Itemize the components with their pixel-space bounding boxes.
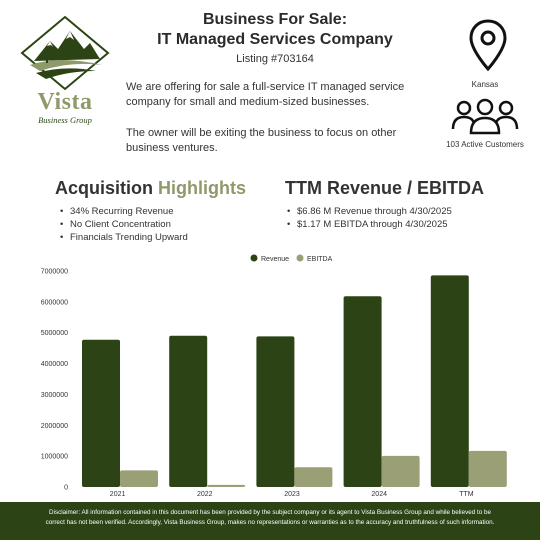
list-item: • 34% Recurring Revenue xyxy=(60,205,188,218)
y-tick-label: 2000000 xyxy=(40,422,68,430)
revenue-ebitda-bar-chart xyxy=(0,248,540,502)
x-tick-label: 2022 xyxy=(197,491,213,498)
vista-logo xyxy=(20,15,110,125)
page-title-line2: IT Managed Services Company xyxy=(157,31,393,48)
description-paragraph-2: The owner will be exiting the business to focus on other business ventures. xyxy=(126,127,397,154)
bar-ebitda xyxy=(120,470,158,487)
bar-revenue xyxy=(344,296,382,487)
bar-ebitda xyxy=(207,485,245,487)
bar-revenue xyxy=(256,336,294,487)
bar-revenue xyxy=(82,340,120,487)
bar-revenue xyxy=(431,275,469,487)
y-tick-label: 4000000 xyxy=(40,361,68,369)
legend-label: EBITDA xyxy=(307,256,333,263)
bar-ebitda xyxy=(294,467,332,487)
x-tick-label: 2024 xyxy=(371,491,387,498)
y-tick-label: 7000000 xyxy=(40,268,68,276)
location-label: Kansas xyxy=(471,80,499,89)
y-tick-label: 1000000 xyxy=(40,453,68,461)
list-item: • No Client Concentration xyxy=(60,218,188,231)
acquisition-highlights-list xyxy=(60,205,188,244)
x-tick-label: TTM xyxy=(459,491,474,498)
legend-swatch xyxy=(297,255,304,262)
y-tick-label: 3000000 xyxy=(40,391,68,399)
legend-label: Revenue xyxy=(261,256,290,263)
list-item: • $6.86 M Revenue through 4/30/2025 xyxy=(287,205,452,218)
ttm-revenue-title: TTM Revenue / EBITDA xyxy=(285,178,485,198)
ttm-list xyxy=(287,205,452,231)
y-tick-label: 0 xyxy=(64,484,68,492)
y-tick-label: 6000000 xyxy=(40,299,68,307)
logo-tagline: Business Group xyxy=(38,115,92,125)
x-tick-label: 2023 xyxy=(284,491,300,498)
description-paragraph-1: We are offering for sale a full-service IT managed service company for small and medium-sized businesses. xyxy=(126,81,405,108)
list-item: • Financials Trending Upward xyxy=(60,231,188,244)
map-pin-icon xyxy=(467,18,509,74)
y-tick-label: 5000000 xyxy=(40,330,68,338)
bar-revenue xyxy=(169,336,207,487)
x-tick-label: 2021 xyxy=(109,491,126,498)
active-customers-label: 103 Active Customers xyxy=(446,140,524,149)
logo-wordmark: Vista xyxy=(37,89,93,115)
legend-swatch xyxy=(251,255,258,262)
acquisition-title-part2: Highlights xyxy=(158,178,247,198)
mountain-logo-icon xyxy=(20,15,110,91)
disclaimer-line-2: correct has not been verified. Accordingly, Vista Business Group, makes no representations or warranties as to the accuracy and truthfulness of such information. xyxy=(45,519,495,526)
page-title-line1: Business For Sale: xyxy=(202,11,348,28)
bar-ebitda xyxy=(469,451,507,487)
disclaimer-footer xyxy=(0,502,540,540)
acquisition-title-part1: Acquisition xyxy=(55,178,153,198)
list-item: • $1.17 M EBITDA through 4/30/2025 xyxy=(287,218,452,231)
bar-ebitda xyxy=(382,456,420,487)
people-group-icon xyxy=(450,96,520,136)
listing-number: Listing #703164 xyxy=(236,53,314,65)
acquisition-highlights-title xyxy=(55,177,246,199)
disclaimer-line-1: Disclaimer: All information contained in this document has been provided by the subject company or its agent to Vista Business Group and while believed to be xyxy=(49,509,491,516)
